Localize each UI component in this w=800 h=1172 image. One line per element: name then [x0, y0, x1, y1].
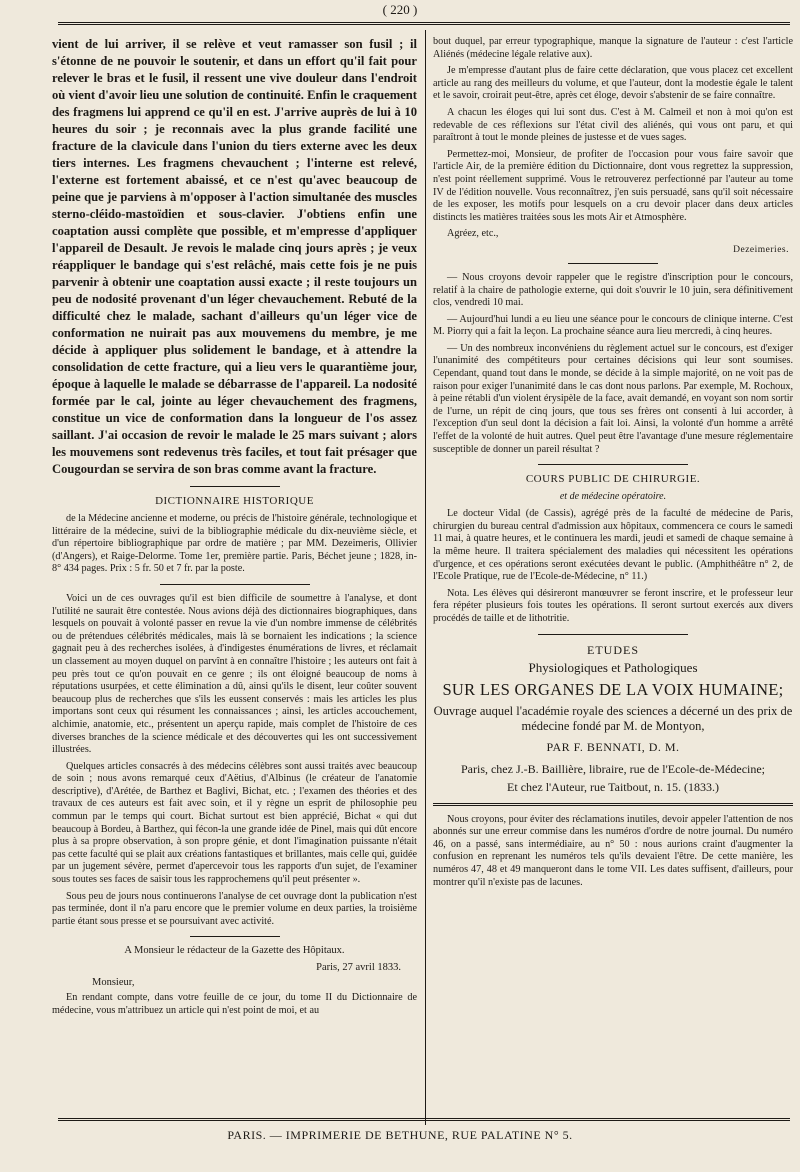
concours-note-3: — Un des nombreux inconvéniens du règlement actuel sur le concours, est d'exiger l'unanimité des compétiteurs pour certaines décisions qui leur sont soumises. Cependant, quand tout dans le monde, se décide à la simple majorité, on ne voit pas de raison pour exiger l'unanimité dans le cas dont nous parlons. Par exemple, M. Rochoux, à peine rétabli d'un violent érysipèle de la face, avait demandé, en voyant son nom sortir de l'urne, un répit de cinq jours, que tous ses frères ont consenti à lui accorder, à l'exception d'un seul dont la décision a fait loi. Ainsi, la volonté d'un homme a arrêté l'effet de la volonté de huit autres. Quel peut être l'avantage d'une mesure réglementaire susceptible de donner un pareil résultat ?	[433, 342, 793, 455]
etudes-subtitle: Physiologiques et Pathologiques	[528, 659, 698, 675]
column-divider	[425, 30, 426, 1125]
etudes-title: ETUDES	[587, 642, 639, 657]
section-rule	[538, 634, 688, 635]
cours-nota: Nota. Les élèves qui désireront manœuvrer se feront inscrire, et le professeur leur fera répéter plusieurs fois toutes les opérations. Il seront surtout exercés aux divers procédés de taille et de lithotritie.	[433, 587, 793, 624]
letter-paragraph-4: Permettez-moi, Monsieur, de profiter de l'occasion pour vous faire savoir que l'article Air, de la première édition du Dictionnaire, dont vous regrettez la suppression, n'est point réellement supprimé. Vous le retrouverez perfectionné par l'auteur au tome IV de l'édition nouvelle. Vous reconnaîtrez, j'en suis persuadé, sans qu'il soit nécessaire de les exposer, les motifs pour lesquels on a cru devoir placer dans deux articles distincts les matières traitées sous les mots Air et Atmosphère.	[433, 148, 793, 223]
dictionary-description: de la Médecine ancienne et moderne, ou précis de l'histoire générale, technologique et littéraire de la médecine, suivi de la bibliographie médicale du dix-neuvième siècle, et d'un répertoire bibliographique par ordre de matière ; par MM. Dezeimeris, Ollivier (d'Angers), et Raige-Delorme. Tome 1er, première partie. Paris, Béchet jeune ; 1828, in-8° 434 pages. Prix : 5 fr. 50 et 7 fr. par la poste.	[52, 513, 417, 575]
etudes-author: PAR F. BENNATI, D. M.	[546, 739, 680, 754]
erratum-paragraph: Nous croyons, pour éviter des réclamations inutiles, devoir appeler l'attention de nos abonnés sur une erreur commise dans les numéros d'ordre de notre journal. Du numéro 46, on a passé, sans intermédiaire, au n° 50 : nous aurions craint d'augmenter la confusion en reprenant les numéros tels qu'ils devaient l'être. De cette manière, les numéros 47, 48 et 49 manqueront dans le tome VII. Les dates suffisent, d'ailleurs, pour montrer qu'il n'existe pas de lacunes.	[433, 813, 793, 888]
etudes-publisher-1: Paris, chez J.-B. Baillière, libraire, rue de l'Ecole-de-Médecine;	[460, 761, 766, 776]
etudes-main-title: SUR LES ORGANES DE LA VOIX HUMAINE;	[442, 679, 784, 699]
letter-paragraph-3: A chacun les éloges qui lui sont dus. C'est à M. Calmeil et non à moi qu'on est redevable de ces réflexions sur l'état civil des aliénés, qui vous ont paru, et qui paraîtront à tout le monde pleines de justesse et de vues sages.	[433, 106, 793, 144]
etudes-publisher-2: Et chez l'Auteur, rue Taitbout, n. 15. (1833.)	[507, 779, 719, 794]
top-rule	[58, 22, 790, 25]
letter-date: Paris, 27 avril 1833.	[316, 962, 401, 974]
review-paragraph-3: Sous peu de jours nous continuerons l'analyse de cet ouvrage dont la publication n'est pas terminée, dont il n'a paru encore que le premier volume en deux parties, la troisième partie étant sous presse et se poursuivant avec activité.	[52, 890, 417, 927]
cours-paragraph: Le docteur Vidal (de Cassis), agrégé près de la faculté de médecine de Paris, chirurgien du bureau central d'admission aux hôpitaux, commencera ce cours le samedi 11 mai, à quatre heures, et le continuera les mardi, jeudi et samedi de chaque semaine à la même heure. Il traitera spécialement des maladies qui nécessitent les opérations d'urgence, et ces opérations seront exécutées devant le public. (Amphithéâtre n° 2, de l'Ecole Pratique, rue de l'Ecole-de-Médecine, n° 11.)	[433, 508, 793, 583]
right-column	[433, 36, 793, 1124]
page-number: ( 220 )	[382, 2, 418, 17]
section-rule	[190, 486, 280, 487]
letter-paragraph-2: Je m'empresse d'autant plus de faire cette déclaration, que vous placez cet excellent article au rang des meilleurs du volume, et que l'auteur, dont la modestie égale le talent et le savoir, croirait peut-être, après cet éloge, devoir s'abstenir de se faire connaître.	[433, 65, 793, 102]
printer-imprint: PARIS. — IMPRIMERIE DE BETHUNE, RUE PALATINE N° 5.	[227, 1128, 573, 1142]
concours-note-1: — Nous croyons devoir rappeler que le registre d'inscription pour le concours, relatif à la chaire de pathologie externe, qui doit s'ouvrir le 10 juin, sera définitivement clos, vendredi 10 mai.	[433, 271, 793, 309]
bottom-rule	[58, 1118, 790, 1121]
fracture-case-text: vient de lui arriver, il se relève et veut ramasser son fusil ; il s'étonne de ne pouvoir le soutenir, et dans un effort qu'il fait pour relever le bras et le fusil, il ressent une vive douleur dans l'endroit où vient d'avoir lieu une solution de continuité. Enfin le craquement des fragmens lui apprend ce qu'il en est. J'arrive auprès de lui à 10 heures du soir ; je reconnais avec la plus grande facilité une fracture de la clavicule dans l'union du tiers externe avec les deux tiers internes. Les fragmens chevauchent ; l'interne est relevé, l'externe est fortement abaissé, et ce n'est qu'avec beaucoup de peine que je parviens à m'opposer à l'action simultanée des muscles sterno-cléido-mastoïdien et sous-clavier. J'obtiens enfin une coaptation aussi complète que possible, et m'empresse d'appliquer l'appareil de Desault. Je revois le malade cinq jours après ; je veux réappliquer le bandage qui s'est relâché, mais cette fois je ne puis parvenir à obtenir une coaptation aussi exacte ; il reste toujours un peu de nodosité provenant d'un léger chevauchement. Rebuté de la difficulté chez le malade, sachant d'ailleurs qu'un léger vice de conformation ne nuirait pas aux mouvemens du membre, je me décide à appliquer plus solidement le bandage, et à attendre la consolidation de cette fracture, qui a lieu vers le quarantième jour, époque à laquelle le malade se débarrasse de l'appareil. La nodosité formée par le cal, jointe au léger chevauchement des fragmens, constitue un vice de conformation dans la longueur de l'os assez saillant. J'ai occasion de revoir le malade le 25 mars suivant ; alors les mouvemens sont redevenus très faciles, et tout fait présager que Cougourdan se servira de son bras comme avant la fracture.	[52, 37, 417, 476]
concours-note-2: — Aujourd'hui lundi a eu lieu une séance pour le concours de clinique interne. C'est M. Piorry qui a fait la leçon. La prochaine séance aura lieu mercredi, à cinq heures.	[433, 313, 793, 338]
left-column	[52, 36, 417, 1124]
section-rule	[538, 464, 688, 465]
review-paragraph-1: Voici un de ces ouvrages qu'il est bien difficile de soumettre à l'analyse, et dont l'utilité ne saurait être contestée. Nous avions déjà des dictionnaires biographiques, dans lesquels on pouvait à volonté passer en revue la vie d'un nombre immense de célébrités ou de prétendues célébrités médicales, mais là se bornaient les indications ; la science gagnait peu à des recherches isolées, à d'indigestes énumérations de livres, et réclamait un classement au moyen duquel on parvînt à en connaître l'histoire ; les auteurs ont fait à peu près tout ce qu'on pouvait en ce genre ; ils ont éloigné beaucoup de noms à réputations usurpées, et cette élimination a dû, ainsi qu'ils le disent, leur coûter souvent beaucoup plus de recherches que s'ils les eussent conservés : mais les articles les plus importans sont ceux qui résument les connaissances ; ainsi, les articles accouchement, alchimie, anatomie, etc., présentent un aperçu rapide, mais complet de l'histoire de ces diverses branches de la science médicale et des découvertes qui les ont successivement illustrées.	[52, 592, 417, 756]
letter-continuation: bout duquel, par erreur typographique, manque la signature de l'auteur : c'est l'article Aliénés (médecine légale relative aux).	[433, 36, 793, 60]
review-paragraph-2: Quelques articles consacrés à des médecins célèbres sont aussi traités avec beaucoup de soin ; nous avons remarqué ceux d'Aëtius, d'Albinus (le créateur de l'anatomie descriptive), d'Arétée, de Barthez et Baglivi, Bichat, etc. ; l'examen des théories et des travaux de ces auteurs est fait avec soin, et il y règne un esprit de philosophie peu commun par le temps qui court. Bichat surtout est bien apprécié, Bichat « qui dut beaucoup à Bordeu, à Barthez, qui fécon-la une grande idée de Pinel, mais qui dût encore plus à sa propre observation, à son propre génie, et dont l'imagination puissante n'était pas cette faculté qui se plait aux créations fantastiques et brillantes, mais celle qui, guidée par un jugement sévère, permet d'apercevoir tous les rapports d'un sujet, de l'examiner sous toutes ses faces de saisir tous les rapprochemens qu'il peut présenter ».	[52, 760, 417, 886]
letter-title: A Monsieur le rédacteur de la Gazette des Hôpitaux.	[124, 945, 345, 957]
section-rule	[160, 584, 310, 585]
cours-subtitle: et de médecine opératoire.	[559, 491, 667, 503]
cours-title: COURS PUBLIC DE CHIRURGIE.	[525, 473, 701, 486]
letter-closing: Agréez, etc.,	[447, 228, 499, 240]
dictionary-title: DICTIONNAIRE HISTORIQUE	[155, 495, 314, 507]
etudes-description: Ouvrage auquel l'académie royale des sciences a décerné un des prix de médecine fondé par M. de Montyon,	[433, 703, 793, 733]
section-rule	[433, 803, 793, 806]
section-rule	[568, 263, 658, 264]
letter-paragraph-1: En rendant compte, dans votre feuille de ce jour, du tome II du Dictionnaire de médecine, vous m'attribuez un article qui n'est point de moi, et au	[52, 992, 417, 1016]
section-rule	[190, 936, 280, 937]
letter-signature: Dezeimeries.	[733, 244, 789, 255]
letter-salutation: Monsieur,	[92, 977, 135, 989]
